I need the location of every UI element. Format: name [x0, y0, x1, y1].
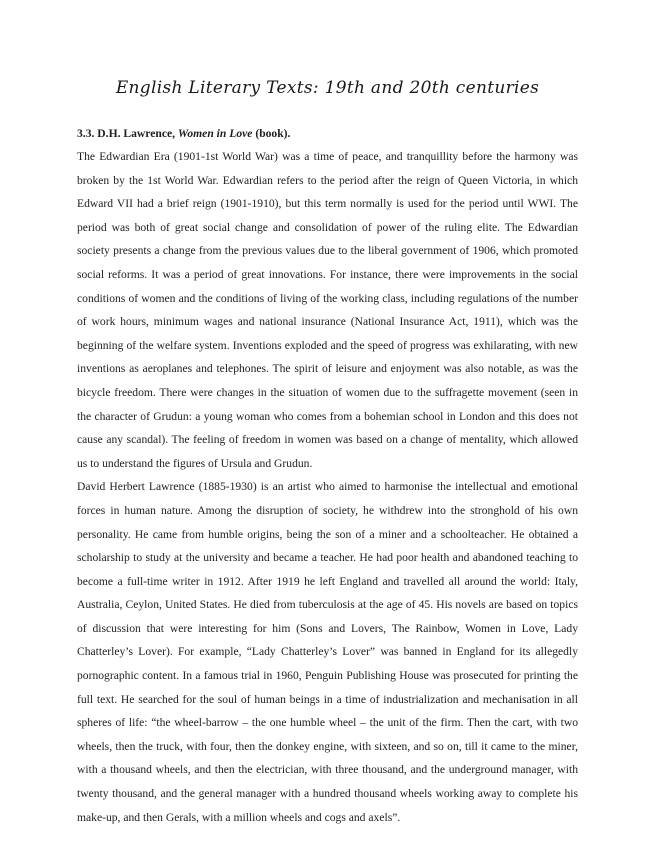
- section-author: D.H. Lawrence,: [97, 127, 176, 140]
- section-number: 3.3.: [77, 127, 95, 140]
- running-title: English Literary Texts: 19th and 20th centuries: [115, 78, 540, 98]
- paragraph-edwardian-era: The Edwardian Era (1901-1st World War) was a time of peace, and tranquillity before the harmony was broken by the 1st World War. Edwardian refers to the period after the reign of Queen Victoria, in which Edward VII had a brief reign (1901-1910), but this term normally is used for the period until WWI. The period was both of great social change and consolidation of power of the ruling elite. The Edwardian society presents a change from the previous values due to the liberal government of 1906, which promoted social reforms. It was a period of great innovations. For instance, there were improvements in the social conditions of women and the conditions of living of the working class, including regulations of the number of work hours, minimum wages and national insurance (National Insurance Act, 1911), which was the beginning of the welfare system. Inventions exploded and the speed of progress was exhilarating, with new inventions as aeroplanes and telephones. The spirit of leisure and enjoyment was also notable, as was the bicycle freedom. There were changes in the situation of women due to the suffragette movement (seen in the character of Grudun: a young woman who comes from a bohemian school in London and this does not cause any scandal). The feeling of freedom in women was based on a change of mentality, which allowed us to understand the figures of Ursula and Grudun.: [77, 150, 578, 470]
- document-body: [77, 123, 578, 829]
- section-heading: [77, 123, 578, 145]
- paragraph-lawrence-biography: David Herbert Lawrence (1885-1930) is an artist who aimed to harmonise the intellectual and emotional forces in human nature. Among the disruption of society, he withdrew into the stronghold of his own personality. He came from humble origins, being the son of a miner and a schoolteacher. He obtained a scholarship to study at the university and became a teacher. He had poor health and abandoned teaching to become a full-time writer in 1912. After 1919 he left England and travelled all around the world: Italy, Australia, Ceylon, United States. He died from tuberculosis at the age of 45. His novels are based on topics of discussion that were interesting for him (Sons and Lovers, The Rainbow, Women in Love, Lady Chatterley’s Lover). For example, “Lady Chatterley’s Lover” was banned in England for its allegedly pornographic content. In a famous trial in 1960, Penguin Publishing House was prosecuted for printing the full text. He searched for the soul of human beings in a time of industrialization and mechanisation in all spheres of life: “the wheel-barrow – the one humble wheel – the unit of the firm. Then the cart, with two wheels, then the truck, with four, then the donkey engine, with sixteen, and so on, till it came to the miner, with a thousand wheels, and then the electrician, with three thousand, and the underground manager, with twenty thousand, and the general manager with a hundred thousand wheels working away to complete his make-up, and then Gerals, with a million wheels and cogs and axels”.: [77, 480, 578, 824]
- section-work-title: Women in Love: [177, 127, 253, 140]
- section-suffix: (book).: [255, 127, 291, 140]
